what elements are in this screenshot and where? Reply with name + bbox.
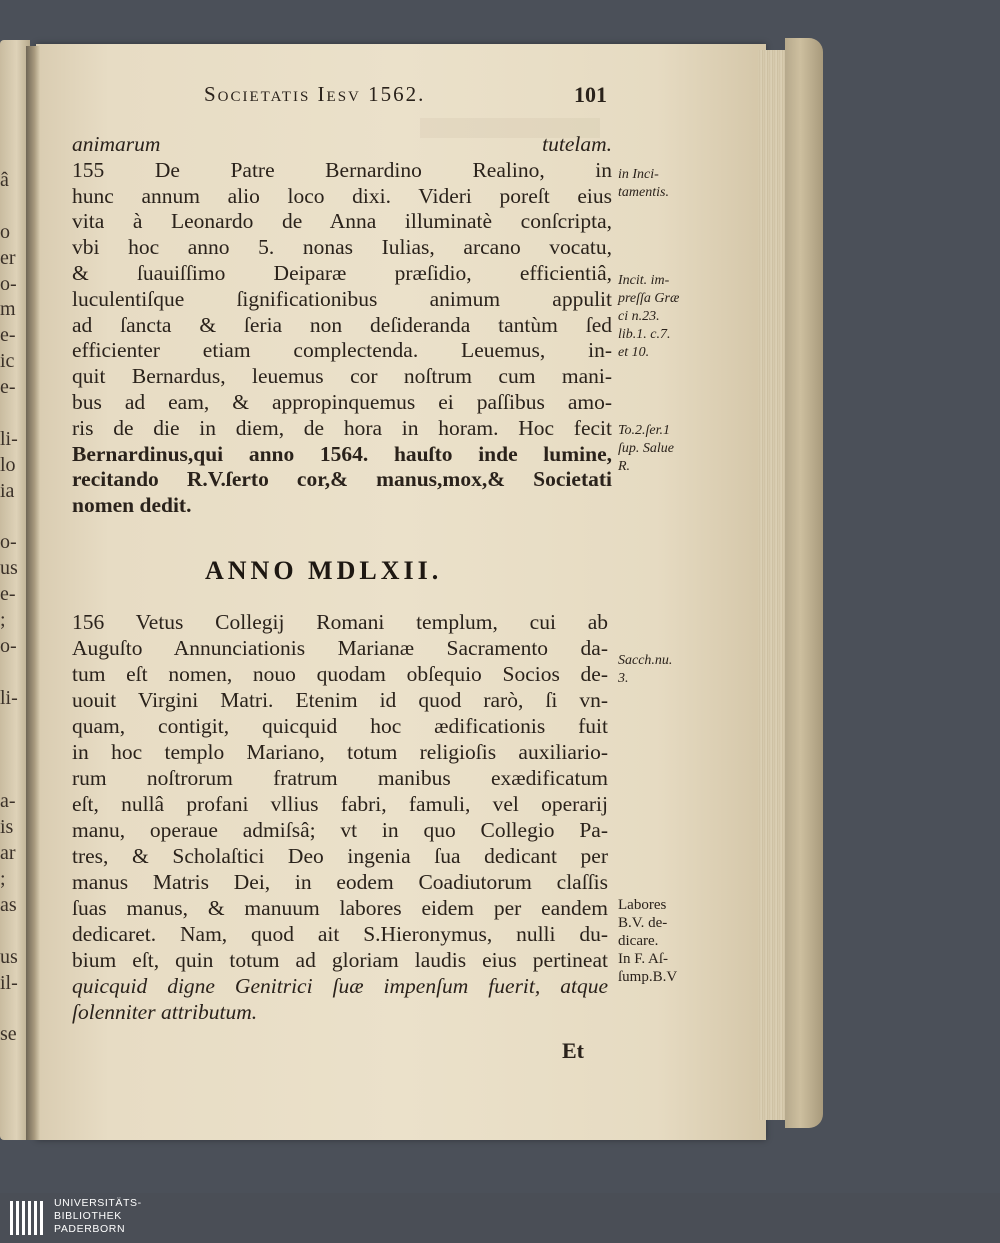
marginal-note-line: B.V. de- — [618, 915, 668, 931]
text-line: manus Matris Dei, in eodem Coadiutorum claſſis — [72, 870, 608, 894]
left-fragment: li- — [0, 686, 18, 709]
text-line: animarum tutelam. — [72, 132, 612, 156]
page-number: 101 — [574, 82, 607, 107]
marginal-note — [618, 896, 713, 986]
left-fragment: â — [0, 169, 9, 191]
library-logo-text — [54, 1197, 142, 1236]
left-fragment: as — [0, 893, 17, 916]
left-fragment — [0, 194, 22, 220]
left-fragment: lo — [0, 453, 16, 476]
library-logo-icon — [8, 1197, 50, 1239]
paragraph-156 — [72, 609, 608, 1025]
marginal-note-line: Incit. im- — [618, 273, 670, 288]
text-line: dedicaret. Nam, quod ait S.Hieronymus, nulli du- — [72, 922, 608, 946]
text-line: Bernardinus,qui anno 1564. hauſto inde lumine, — [72, 441, 612, 466]
section-heading: ANNO MDLXII. — [205, 556, 443, 585]
text-line: eſt, nullâ profani vllius fabri, famuli, vel operarij — [72, 792, 608, 816]
left-fragment: o- — [0, 531, 17, 554]
book-gutter — [26, 46, 40, 1140]
left-fragment: o- — [0, 635, 17, 658]
left-fragment: ia — [0, 479, 15, 502]
left-fragment: us — [0, 557, 18, 580]
left-fragment: li- — [0, 427, 18, 450]
left-fragment: m — [0, 298, 16, 321]
text-line: bus ad eam, & appropinquemus ei paſſibus amo- — [72, 389, 612, 414]
running-title: Societatis Iesv 1562. — [204, 82, 426, 106]
text-line: manu, operaue admiſsâ; vt in quo Collegio Pa- — [72, 818, 608, 842]
left-fragment — [0, 401, 22, 427]
marginal-note — [618, 166, 713, 202]
text-line: ſolenniter attributum. — [72, 1000, 258, 1024]
marginal-note-line: 3. — [618, 671, 629, 686]
marginal-note-line: ſump.B.V — [618, 969, 678, 985]
footer-bar — [0, 1193, 1000, 1243]
left-fragment: a- — [0, 790, 16, 813]
marginal-note-line: dicare. — [618, 933, 659, 949]
marginal-note-line: ci n.23. — [618, 309, 660, 324]
text-line: tres, & Scholaſtici Deo ingenia ſua dedicant per — [72, 844, 608, 868]
left-fragment — [0, 919, 22, 945]
left-fragment — [0, 660, 22, 686]
text-line: vbi hoc anno 5. nonas Iulias, arcano vocatu, — [72, 235, 612, 260]
left-fragment: ic — [0, 350, 15, 373]
book-cover-edge — [785, 38, 823, 1128]
text-line: hunc annum alio loco dixi. Videri poreſt eius — [72, 183, 612, 208]
marginal-note-line: R. — [618, 459, 631, 474]
text-line: uouit Virgini Matri. Etenim id quod rarò, ſi vn- — [72, 688, 608, 712]
text-line: quam, contigit, quicquid hoc ædificationis fuit — [72, 714, 608, 738]
marginal-note — [618, 272, 713, 362]
text-line: ſuas manus, & manuum labores eidem per eandem — [72, 896, 608, 920]
left-fragment: se — [0, 1023, 17, 1046]
logo-text-line: PADERBORN — [54, 1223, 126, 1235]
marginal-note-line: et 10. — [618, 345, 650, 360]
marginal-note-line: Labores — [618, 897, 667, 913]
text-line: nomen dedit. — [72, 493, 192, 518]
marginal-note-line: In F. Aſ- — [618, 951, 669, 967]
text-line: vita à Leonardo de Anna illuminatè conſcripta, — [72, 209, 612, 234]
paragraph-155 — [72, 132, 612, 519]
left-fragment: ar — [0, 842, 16, 865]
left-fragment: e- — [0, 376, 16, 399]
text-line: 156 Vetus Collegij Romani templum, cui ab — [72, 610, 608, 634]
text-line: in hoc templo Mariano, totum religioſis auxiliario- — [72, 740, 608, 764]
text-line: ris de die in diem, de hora in horam. Hoc fecit — [72, 415, 612, 440]
left-page-text-fragments — [0, 168, 22, 1048]
left-fragment — [0, 997, 22, 1023]
text-line: bium eſt, quin totum ad gloriam laudis eius pertineat — [72, 948, 608, 972]
marginal-note — [618, 422, 713, 476]
marginal-note-line: in Inci- — [618, 167, 659, 182]
text-line: 155 De Patre Bernardino Realino, in — [72, 157, 612, 182]
left-fragment: er — [0, 246, 16, 269]
marginal-note-line: lib.1. c.7. — [618, 327, 671, 342]
text-line: ad ſancta & ſeria non deſideranda tantùm ſed — [72, 312, 612, 337]
left-fragment: o- — [0, 272, 17, 295]
left-fragment: il- — [0, 971, 18, 994]
left-fragment: us — [0, 945, 18, 968]
left-fragment: is — [0, 816, 14, 839]
logo-text-line: UNIVERSITÄTS- — [54, 1197, 142, 1209]
marginal-note-line: Sacch.nu. — [618, 653, 673, 668]
text-line: rum noſtrorum fratrum manibus exædificatum — [72, 766, 608, 790]
left-fragment — [0, 738, 22, 764]
text-line: efficienter etiam complectenda. Leuemus, in- — [72, 338, 612, 363]
left-fragment — [0, 763, 22, 789]
marginal-note-line: tamentis. — [618, 185, 669, 200]
text-line: luculentiſque ſignificationibus animum appulit — [72, 286, 612, 311]
text-line: quit Bernardus, leuemus cor noſtrum cum mani- — [72, 364, 612, 389]
left-fragment: ; — [0, 609, 6, 632]
text-line: quicquid digne Genitrici ſuæ impenſum fuerit, atque — [72, 974, 608, 998]
left-fragment: o — [0, 220, 10, 243]
text-line: tum eſt nomen, nouo quodam obſequio Socios de- — [72, 662, 608, 686]
left-fragment — [0, 505, 22, 531]
marginal-note-line: To.2.ſer.1 — [618, 423, 671, 438]
left-fragment: ; — [0, 868, 6, 891]
running-header — [36, 82, 766, 112]
marginal-note — [618, 652, 713, 688]
left-fragment — [0, 712, 22, 738]
text-line: recitando R.V.ſerto cor,& manus,mox,& Societati — [72, 467, 612, 492]
catchword: Et — [562, 1038, 584, 1063]
left-fragment: e- — [0, 583, 16, 606]
text-line: & ſuauiſſimo Deiparæ præſidio, efficientiâ, — [72, 260, 612, 285]
marginal-note-line: ſup. Salue — [618, 441, 674, 456]
left-fragment: e- — [0, 324, 16, 347]
marginal-note-line: preſſa Græ — [618, 291, 680, 306]
logo-text-line: BIBLIOTHEK — [54, 1210, 122, 1222]
text-line: Auguſto Annunciationis Marianæ Sacramento da- — [72, 636, 608, 660]
